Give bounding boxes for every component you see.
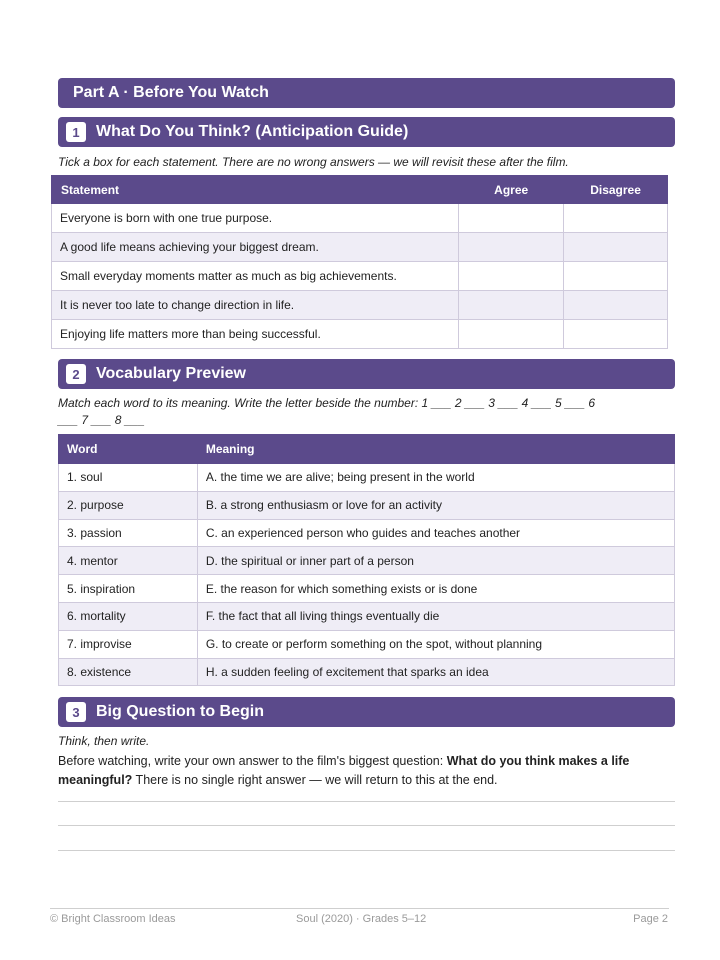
word-cell: 5. inspiration [59,575,198,603]
disagree-tick-box[interactable] [564,233,668,262]
table-row [59,575,675,603]
statement-cell: Everyone is born with one true purpose. [52,204,459,233]
column-header-agree: Agree [459,176,564,204]
anticipation-guide-table [51,175,668,349]
meaning-cell: A. the time we are alive; being present in the world [197,464,674,492]
section-3-prompt [58,752,668,790]
disagree-tick-box[interactable] [564,320,668,349]
table-row [59,547,675,575]
section-2-header [58,359,675,389]
table-row [52,262,668,291]
meaning-cell: H. a sudden feeling of excitement that sparks an idea [197,658,674,686]
word-cell: 6. mortality [59,602,198,630]
section-3-title: Big Question to Begin [96,703,264,720]
footer-course-info: Soul (2020) · Grades 5–12 [296,913,427,925]
vocabulary-table [58,434,675,686]
prompt-intro: Before watching, write your own answer to the film's biggest question: [58,754,447,768]
part-a-banner [58,78,675,108]
word-cell: 7. improvise [59,630,198,658]
word-cell: 8. existence [59,658,198,686]
word-cell: 1. soul [59,464,198,492]
section-1-number: 1 [66,122,86,142]
agree-tick-box[interactable] [459,233,564,262]
statement-cell: Enjoying life matters more than being successful. [52,320,459,349]
column-header-statement: Statement [52,176,459,204]
column-header-disagree: Disagree [564,176,668,204]
word-cell: 4. mentor [59,547,198,575]
agree-tick-box[interactable] [459,320,564,349]
table-row [52,291,668,320]
meaning-cell: E. the reason for which something exists or is done [197,575,674,603]
section-1-title: What Do You Think? (Anticipation Guide) [96,123,409,140]
table-row [52,233,668,262]
meaning-cell: D. the spiritual or inner part of a person [197,547,674,575]
footer-divider [50,908,669,909]
answer-line-2[interactable] [58,825,675,826]
section-2-title: Vocabulary Preview [96,365,246,382]
column-header-meaning: Meaning [197,435,674,464]
table-row [59,519,675,547]
section-1-header [58,117,675,147]
table-row [52,320,668,349]
prompt-note: There is no single right answer — we will return to this at the end. [132,773,498,787]
section-2-instructions-line-1: Match each word to its meaning. Write the letter beside the number: 1 ___ 2 ___ 3 ___ 4 ___ 5 ___ 6 [58,396,595,410]
meaning-cell: G. to create or perform something on the spot, without planning [197,630,674,658]
meaning-cell: C. an experienced person who guides and teaches another [197,519,674,547]
disagree-tick-box[interactable] [564,204,668,233]
table-row [59,658,675,686]
prompt-question: What do you think makes a life meaningful? [58,754,630,787]
table-row [59,464,675,492]
table-row [59,630,675,658]
part-a-title: Part A · Before You Watch [73,84,269,101]
disagree-tick-box[interactable] [564,262,668,291]
section-3-header [58,697,675,727]
table-row [52,204,668,233]
meaning-cell: B. a strong enthusiasm or love for an activity [197,491,674,519]
table-row [59,602,675,630]
column-header-word: Word [59,435,198,464]
section-3-number: 3 [66,702,86,722]
section-2-number: 2 [66,364,86,384]
table-row [59,491,675,519]
section-1-instructions: Tick a box for each statement. There are no wrong answers — we will revisit these after the film. [58,155,569,169]
statement-cell: It is never too late to change direction in life. [52,291,459,320]
footer-copyright: © Bright Classroom Ideas [50,913,176,925]
word-cell: 2. purpose [59,491,198,519]
meaning-cell: F. the fact that all living things eventually die [197,602,674,630]
disagree-tick-box[interactable] [564,291,668,320]
agree-tick-box[interactable] [459,204,564,233]
section-2-instructions-line-2: ___ 7 ___ 8 ___ [58,413,145,427]
footer-page-number: Page 2 [633,913,668,925]
statement-cell: Small everyday moments matter as much as big achievements. [52,262,459,291]
answer-line-1[interactable] [58,801,675,802]
section-3-subtitle: Think, then write. [58,734,150,748]
word-cell: 3. passion [59,519,198,547]
agree-tick-box[interactable] [459,291,564,320]
statement-cell: A good life means achieving your biggest dream. [52,233,459,262]
answer-line-3[interactable] [58,850,675,851]
agree-tick-box[interactable] [459,262,564,291]
